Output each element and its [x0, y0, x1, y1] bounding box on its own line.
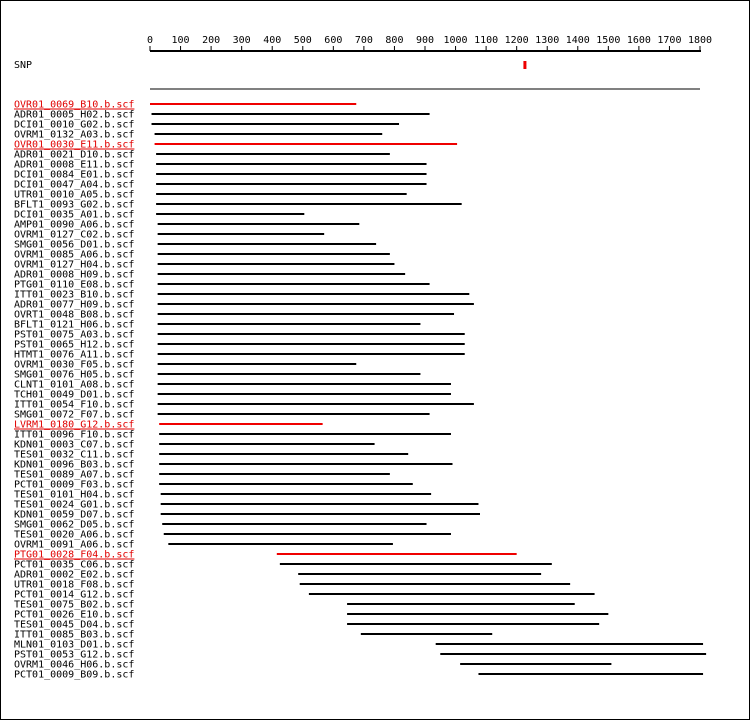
read-name[interactable]: PST01_0053_G12.b.scf [14, 649, 135, 661]
ruler-tick-label: 600 [324, 35, 343, 46]
ruler-tick-label: 300 [232, 35, 251, 46]
read-name[interactable]: ITT01_0096_F10.b.scf [14, 429, 135, 441]
read-name[interactable]: ADR01_0008_H09.b.scf [14, 269, 135, 281]
read-name[interactable]: KDN01_0059_D07.b.scf [14, 509, 135, 521]
ruler-tick-label: 800 [385, 35, 404, 46]
read-name[interactable]: ADR01_0021_D10.b.scf [14, 149, 135, 161]
ruler-tick-label: 100 [171, 35, 190, 46]
read-name[interactable]: KDN01_0096_B03.b.scf [14, 459, 135, 471]
ruler-tick-label: 1600 [626, 35, 651, 46]
read-name[interactable]: OVR01_0030_E11.b.scf [14, 139, 135, 151]
read-name[interactable]: OVRM1_0127_H04.b.scf [14, 259, 135, 271]
read-name[interactable]: PCT01_0009_F03.b.scf [14, 479, 135, 491]
ruler-tick-label: 1400 [565, 35, 590, 46]
read-name[interactable]: BFLT1_0093_G02.b.scf [14, 199, 135, 211]
read-name[interactable]: ITT01_0023_B10.b.scf [14, 289, 135, 301]
read-name[interactable]: OVRM1_0127_C02.b.scf [14, 229, 135, 241]
read-name[interactable]: MLN01_0103_D01.b.scf [14, 639, 135, 651]
ruler-tick-label: 400 [263, 35, 282, 46]
ruler-tick-label: 1300 [535, 35, 560, 46]
read-name[interactable]: SMG01_0062_D05.b.scf [14, 519, 135, 531]
read-name[interactable]: ADR01_0008_E11.b.scf [14, 159, 135, 171]
read-name[interactable]: OVRT1_0048_B08.b.scf [14, 309, 135, 321]
read-name[interactable]: BFLT1_0121_H06.b.scf [14, 319, 135, 331]
read-name[interactable]: PCT01_0026_E10.b.scf [14, 609, 135, 621]
read-name[interactable]: OVRM1_0030_F05.b.scf [14, 359, 135, 371]
read-name[interactable]: OVRM1_0132_A03.b.scf [14, 129, 135, 141]
read-name[interactable]: ADR01_0077_H09.b.scf [14, 299, 135, 311]
read-name[interactable]: DCI01_0035_A01.b.scf [14, 209, 135, 221]
ruler-tick-label: 200 [202, 35, 221, 46]
read-name[interactable]: PST01_0065_H12.b.scf [14, 339, 135, 351]
read-name[interactable]: UTR01_0010_A05.b.scf [14, 189, 135, 201]
ruler-tick-label: 1200 [504, 35, 529, 46]
read-name[interactable]: HTMT1_0076_A11.b.scf [14, 349, 135, 361]
ruler-tick-label: 0 [146, 35, 154, 46]
read-name[interactable]: TES01_0032_C11.b.scf [14, 449, 135, 461]
ruler-tick-label: 1100 [474, 35, 499, 46]
read-name[interactable]: UTR01_0018_F08.b.scf [14, 579, 135, 591]
read-name[interactable]: TES01_0075_B02.b.scf [14, 599, 135, 611]
read-name[interactable]: PCT01_0009_B09.b.scf [14, 669, 135, 681]
read-name[interactable]: PTG01_0028_F04.b.scf [14, 549, 135, 561]
ruler-tick-label: 1500 [596, 35, 621, 46]
snp-label: SNP [14, 60, 33, 71]
read-name[interactable]: SMG01_0072_F07.b.scf [14, 409, 135, 421]
ruler-tick-label: 1000 [443, 35, 468, 46]
read-name[interactable]: KDN01_0003_C07.b.scf [14, 439, 135, 451]
snp-marker [523, 61, 526, 69]
read-name[interactable]: DCI01_0047_A04.b.scf [14, 179, 135, 191]
ruler-ticks [147, 35, 712, 51]
read-name[interactable]: TES01_0024_G01.b.scf [14, 499, 135, 511]
read-name[interactable]: LVRM1_0180_G12.b.scf [14, 419, 135, 431]
read-name[interactable]: OVRM1_0046_H06.b.scf [14, 659, 135, 671]
read-name[interactable]: ADR01_0002_E02.b.scf [14, 569, 135, 581]
ruler-tick-label: 700 [354, 35, 373, 46]
read-name[interactable]: OVR01_0069_B10.b.scf [14, 99, 135, 111]
read-name[interactable]: CLNT1_0101_A08.b.scf [14, 379, 135, 391]
ruler-tick-label: 1700 [657, 35, 682, 46]
ruler-tick-label: 900 [415, 35, 435, 46]
read-name[interactable]: PST01_0075_A03.b.scf [14, 329, 135, 341]
ruler-tick-label: 500 [293, 35, 312, 46]
read-name[interactable]: TES01_0101_H04.b.scf [14, 489, 135, 501]
read-name[interactable]: ITT01_0085_B03.b.scf [14, 629, 135, 641]
read-name[interactable]: PCT01_0014_G12.b.scf [14, 589, 135, 601]
read-name[interactable]: DCI01_0010_G02.b.scf [14, 119, 135, 131]
read-name[interactable]: AMP01_0090_A06.b.scf [14, 219, 135, 231]
read-name[interactable]: SMG01_0056_D01.b.scf [14, 239, 135, 251]
read-name[interactable]: DCI01_0084_E01.b.scf [14, 169, 135, 181]
read-name[interactable]: TES01_0045_D04.b.scf [14, 619, 135, 631]
read-name[interactable]: TES01_0089_A07.b.scf [14, 469, 135, 481]
position-ruler [0, 0, 750, 90]
read-name[interactable]: PTG01_0110_E08.b.scf [14, 279, 135, 291]
ruler-tick-label: 1800 [687, 35, 713, 46]
read-name[interactable]: PCT01_0035_C06.b.scf [14, 559, 135, 571]
read-name[interactable]: ITT01_0054_F10.b.scf [14, 399, 135, 411]
read-name[interactable]: TCH01_0049_D01.b.scf [14, 389, 135, 401]
read-name[interactable]: SMG01_0076_H05.b.scf [14, 369, 135, 381]
read-name[interactable]: OVRM1_0085_A06.b.scf [14, 249, 135, 261]
read-name[interactable]: ADR01_0005_H02.b.scf [14, 109, 135, 121]
read-name[interactable]: OVRM1_0091_A06.b.scf [14, 539, 135, 551]
read-name[interactable]: TES01_0020_A06.b.scf [14, 529, 135, 541]
